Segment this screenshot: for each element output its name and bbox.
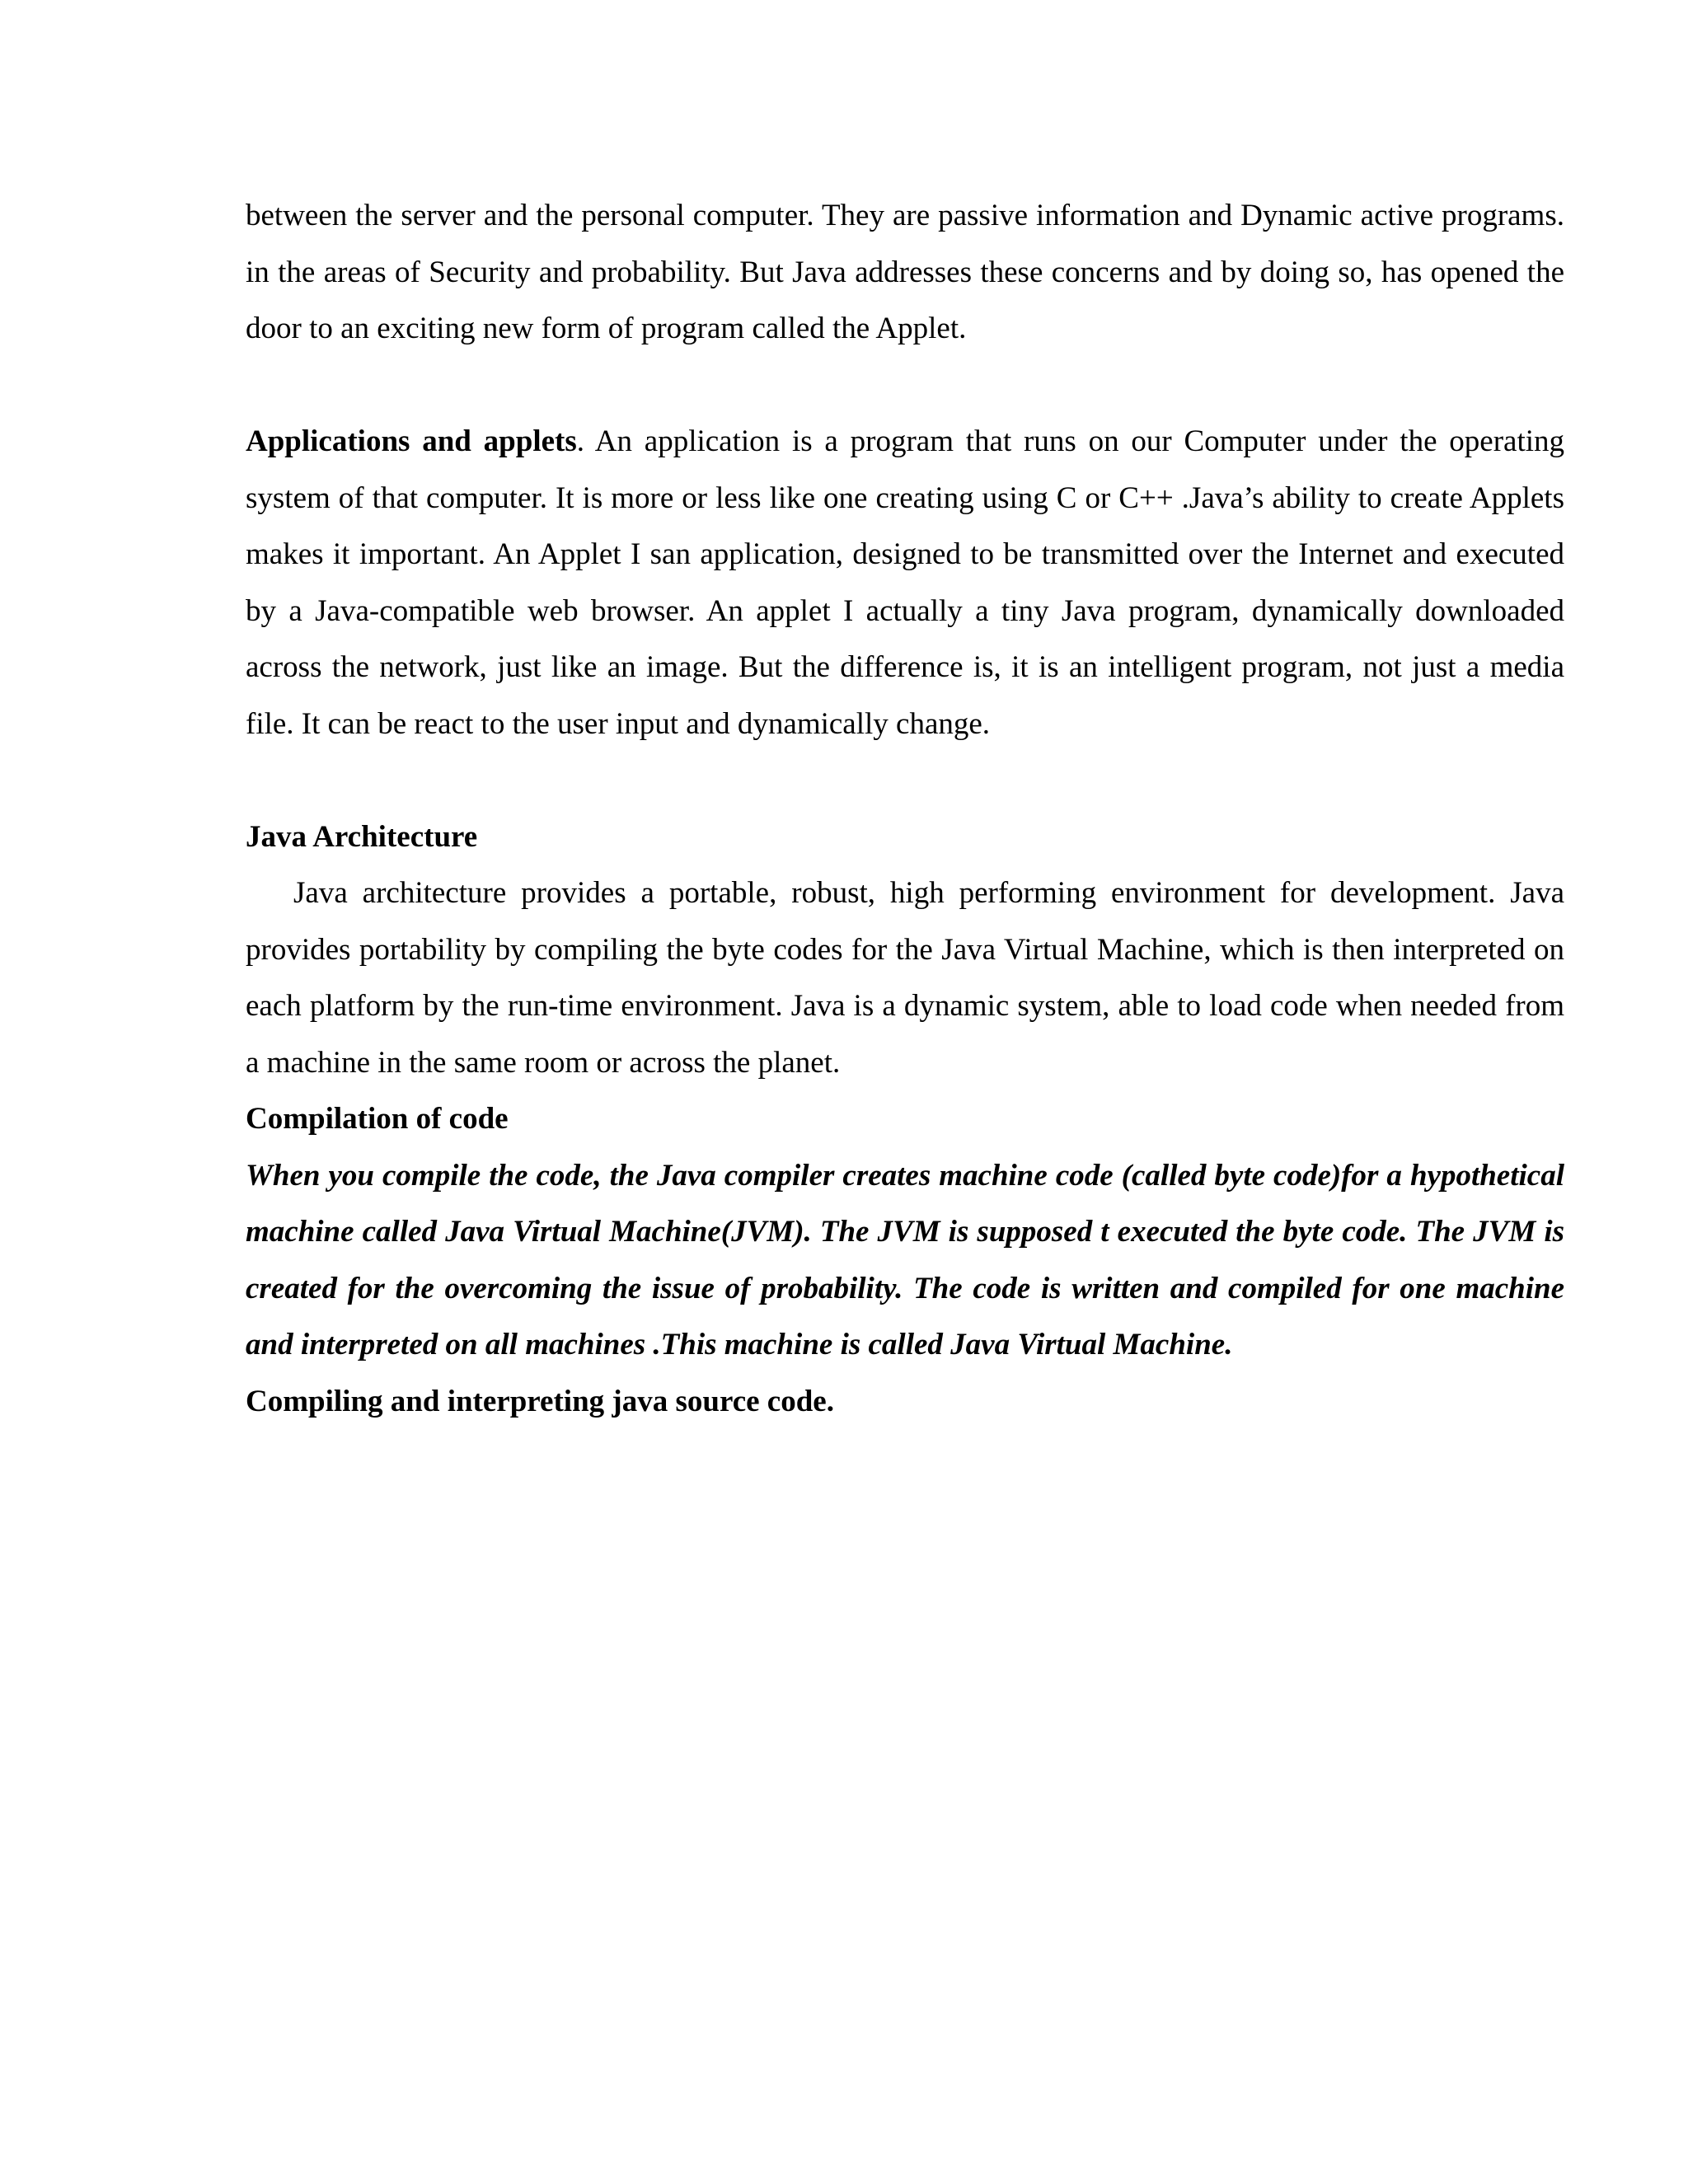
java-architecture-heading: Java Architecture: [246, 819, 478, 854]
applications-lead: Applications and applets: [246, 424, 577, 458]
intro-paragraph: between the server and the personal computer. They are passive information and Dynamic active programs. in the areas of Security and probability. But Java addresses these concerns and by doing so, has opened the door to an exciting new form of program called the Applet.: [246, 199, 1564, 345]
applications-body: . An application is a program that runs on our Computer under the operating system of that computer. It is more or less like one creating using C or C++ .Java’s ability to create Applets makes it important. An Applet I san application, designed to be transmitted over the Internet and executed by a Java-compatible web browser. An applet I actually a tiny Java program, dynamically downloaded across the network, just like an image. But the difference is, it is an intelligent program, not just a media file. It can be react to the user input and dynamically change.: [246, 424, 1565, 741]
paragraph-spacer: [246, 752, 1564, 809]
compilation-heading: Compilation of code: [246, 1102, 509, 1136]
compiling-heading: Compiling and interpreting java source code.: [246, 1384, 834, 1418]
paragraph-spacer: [246, 358, 1564, 415]
document-page: [246, 188, 1564, 1430]
compilation-paragraph: When you compile the code, the Java compiler creates machine code (called byte code)for a hypothetical machine called Java Virtual Machine(JVM). The JVM is supposed t executed the byte code. The JVM is created for the overcoming the issue of probability. The code is written and compiled for one machine and interpreted on all machines .This machine is called Java Virtual Machine.: [246, 1158, 1564, 1361]
java-architecture-paragraph: Java architecture provides a portable, robust, high performing environment for development. Java provides portability by compiling the byte codes for the Java Virtual Machine, which is then interpreted on each platform by the run-time environment. Java is a dynamic system, able to load code when needed from a machine in the same room or across the planet.: [246, 876, 1564, 1080]
applications-paragraph: [246, 414, 1564, 752]
